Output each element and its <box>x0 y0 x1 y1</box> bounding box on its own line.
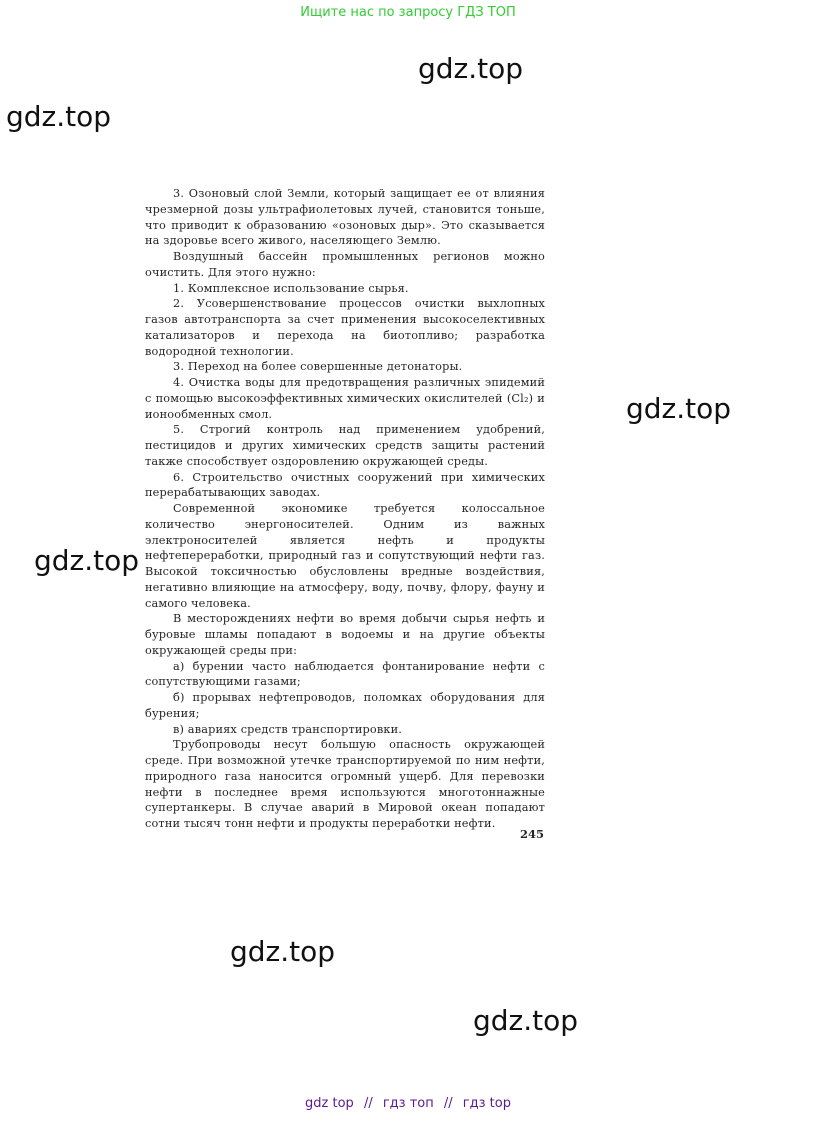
paragraph: 3. Озоновый слой Земли, который защищает ее от влияния чрезмерной дозы ультрафиолетовых лучей, становится тоньше, что приводит к образованию «озоновых дыр». Это сказывается на здоровье всего живого, населяющего Землю. <box>145 187 545 248</box>
watermark: gdz.top <box>418 52 524 85</box>
paragraph: 2. Усовершенствование процессов очистки выхлопных газов автотранспорта за счет применения высокоселективных катализаторов и перехода на биотопливо; разработка водородной технологии. <box>145 297 545 358</box>
footer-link[interactable]: гдз top <box>462 1096 511 1111</box>
watermark: gdz.top <box>6 100 112 133</box>
paragraph: 5. Строгий контроль над применением удобрений, пестицидов и других химических средств защиты растений также способствует оздоровлению окружающей среды. <box>145 423 545 468</box>
footer-separator: // <box>443 1096 453 1111</box>
paragraph: Трубопроводы несут большую опасность окружающей среде. При возможной утечке транспортируемой по ним нефти, природного газа наносится огромный ущерб. Для перевозки нефти в последнее время используются многотоннажные супертанкеры. В случае аварий в Мировой океан попадают сотни тысяч тонн нефти и продукты переработки нефти. <box>145 738 545 830</box>
paragraph: 4. Очистка воды для предотвращения различных эпидемий с помощью высокоэффективных химических окислителей (Cl₂) и ионообменных смол. <box>145 376 545 421</box>
paragraph: Воздушный бассейн промышленных регионов можно очистить. Для этого нужно: <box>145 250 545 279</box>
watermark: gdz.top <box>230 935 336 968</box>
paragraph: б) прорывах нефтепроводов, поломках оборудования для бурения; <box>145 691 545 720</box>
watermark: gdz.top <box>626 392 732 425</box>
footer-link[interactable]: gdz top <box>305 1096 354 1111</box>
paragraph: Современной экономике требуется колоссальное количество энергоносителей. Одним из важных электроносителей является нефть и продукты нефтепереработки, природный газ и сопутствующий нефти газ. Высокой токсичностью обусловлены вредные воздействия, негативно влияющие на атмосферу, воду, почву, флору, фауну и самого человека. <box>145 502 545 610</box>
search-banner[interactable]: Ищите нас по запросу ГДЗ ТОП <box>300 5 516 20</box>
paragraph: В месторождениях нефти во время добычи сырья нефть и буровые шламы попадают в водоемы и на другие объекты окружающей среды при: <box>145 612 545 657</box>
page-number: 245 <box>520 827 545 841</box>
watermark: gdz.top <box>34 544 140 577</box>
watermark: gdz.top <box>473 1004 579 1037</box>
footer-links <box>0 1096 816 1111</box>
paragraph: 1. Комплексное использование сырья. <box>173 281 409 295</box>
footer-separator: // <box>363 1096 373 1111</box>
paragraph: 6. Строительство очистных сооружений при химических перерабатывающих заводах. <box>145 470 545 500</box>
paragraph: а) бурении часто наблюдается фонтанирование нефти с сопутствующими газами; <box>145 659 545 689</box>
footer-link[interactable]: гдз топ <box>382 1096 434 1111</box>
paragraph: 3. Переход на более совершенные детонаторы. <box>173 360 463 374</box>
paragraph: в) авариях средств транспортировки. <box>173 722 403 736</box>
textbook-page <box>145 186 545 832</box>
